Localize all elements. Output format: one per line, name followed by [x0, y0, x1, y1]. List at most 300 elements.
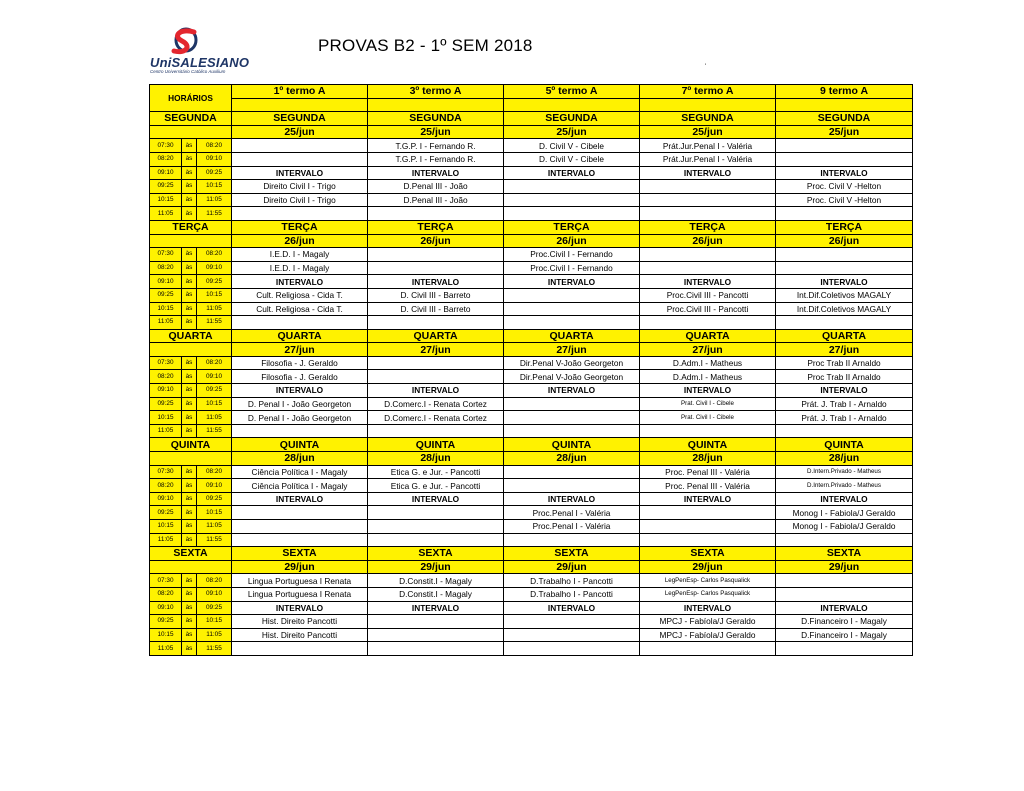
time-sep: às — [182, 152, 197, 166]
time-slot-row — [150, 139, 913, 153]
time-start: 09:10 — [150, 275, 182, 289]
time-end: 09:10 — [197, 152, 232, 166]
interval-cell: INTERVALO — [368, 601, 504, 615]
day-label: SEXTA — [150, 547, 232, 561]
exam-cell — [504, 302, 640, 316]
time-start: 09:10 — [150, 166, 182, 180]
time-start: 08:20 — [150, 152, 182, 166]
exam-cell: D.Financeiro I - Magaly — [776, 628, 913, 642]
exam-cell: Int.Dif.Coletivos MAGALY — [776, 302, 913, 316]
exam-cell — [776, 139, 913, 153]
exam-cell: Prát. J. Trab I - Arnaldo — [776, 397, 913, 411]
exam-cell — [232, 533, 368, 547]
exam-cell: MPCJ - Fabíola/J Geraldo — [640, 615, 776, 629]
exam-cell — [640, 533, 776, 547]
time-end: 08:20 — [197, 248, 232, 262]
day-cell: TERÇA — [368, 220, 504, 234]
exam-cell: D.Intern.Privado - Matheus — [776, 479, 913, 493]
exam-cell — [504, 397, 640, 411]
time-slot-row — [150, 166, 913, 180]
time-slot-row — [150, 424, 913, 438]
time-end: 11:55 — [197, 207, 232, 221]
date-cell: 28/jun — [776, 452, 913, 466]
exam-cell: Dir.Penal V-João Georgeton — [504, 356, 640, 370]
interval-cell: INTERVALO — [368, 166, 504, 180]
day-cell: QUARTA — [776, 329, 913, 343]
time-start: 09:10 — [150, 492, 182, 506]
exam-cell: D. Penal I - João Georgeton — [232, 411, 368, 425]
column-header: 7º termo A — [640, 85, 776, 99]
exam-cell — [368, 356, 504, 370]
time-sep: às — [182, 356, 197, 370]
exam-cell — [776, 152, 913, 166]
exam-cell — [232, 642, 368, 656]
day-cell: SEGUNDA — [232, 112, 368, 126]
day-row — [150, 547, 913, 561]
date-spacer — [150, 560, 232, 574]
exam-cell: Prat. Civil I - Cibele — [640, 397, 776, 411]
exam-schedule-table — [149, 84, 913, 656]
time-sep: às — [182, 180, 197, 194]
day-label: TERÇA — [150, 220, 232, 234]
exam-cell: I.E.D. I - Magaly — [232, 248, 368, 262]
exam-cell: D.Financeiro I - Magaly — [776, 615, 913, 629]
time-slot-row — [150, 356, 913, 370]
time-start: 09:10 — [150, 384, 182, 398]
day-row — [150, 329, 913, 343]
time-sep: às — [182, 248, 197, 262]
exam-cell — [776, 316, 913, 330]
time-start: 08:20 — [150, 261, 182, 275]
day-cell: SEXTA — [640, 547, 776, 561]
time-end: 11:05 — [197, 411, 232, 425]
exam-cell: Ciência Política I - Magaly — [232, 465, 368, 479]
time-slot-row — [150, 288, 913, 302]
time-slot-row — [150, 587, 913, 601]
time-slot-row — [150, 275, 913, 289]
exam-cell: Proc Trab II Arnaldo — [776, 370, 913, 384]
time-sep: às — [182, 288, 197, 302]
time-start: 07:30 — [150, 139, 182, 153]
time-sep: às — [182, 628, 197, 642]
time-end: 09:10 — [197, 479, 232, 493]
day-cell: QUARTA — [640, 329, 776, 343]
time-sep: às — [182, 615, 197, 629]
column-header: 1º termo A — [232, 85, 368, 99]
time-slot-row — [150, 506, 913, 520]
date-cell: 26/jun — [776, 234, 913, 248]
time-start: 07:30 — [150, 465, 182, 479]
exam-cell: D. Civil III - Barreto — [368, 288, 504, 302]
exam-cell — [504, 180, 640, 194]
day-label: SEGUNDA — [150, 112, 232, 126]
header-spacer-cell — [368, 98, 504, 112]
interval-cell: INTERVALO — [368, 275, 504, 289]
time-start: 09:25 — [150, 180, 182, 194]
exam-cell: D.Constit.I - Magaly — [368, 574, 504, 588]
day-cell: QUINTA — [504, 438, 640, 452]
time-end: 11:55 — [197, 533, 232, 547]
exam-cell: D.Penal III - João — [368, 193, 504, 207]
interval-cell: INTERVALO — [232, 275, 368, 289]
date-cell: 26/jun — [640, 234, 776, 248]
time-sep: às — [182, 275, 197, 289]
time-slot-row — [150, 370, 913, 384]
exam-cell — [640, 520, 776, 534]
interval-cell: INTERVALO — [232, 166, 368, 180]
time-slot-row — [150, 574, 913, 588]
time-end: 11:55 — [197, 424, 232, 438]
date-cell: 29/jun — [232, 560, 368, 574]
exam-cell: Proc Trab II Arnaldo — [776, 356, 913, 370]
time-start: 11:05 — [150, 533, 182, 547]
exam-cell — [776, 207, 913, 221]
exam-cell: Proc.Civil III - Pancotti — [640, 302, 776, 316]
schedule-body — [150, 85, 913, 656]
time-slot-row — [150, 397, 913, 411]
time-slot-row — [150, 152, 913, 166]
day-cell: SEXTA — [504, 547, 640, 561]
time-sep: às — [182, 479, 197, 493]
time-start: 07:30 — [150, 574, 182, 588]
header-spacer-cell — [776, 98, 913, 112]
exam-cell — [640, 424, 776, 438]
exam-cell — [504, 288, 640, 302]
day-cell: SEGUNDA — [504, 112, 640, 126]
time-slot-row — [150, 533, 913, 547]
interval-cell: INTERVALO — [504, 166, 640, 180]
header-spacer-cell — [232, 98, 368, 112]
exam-cell: Proc. Penal III - Valéria — [640, 479, 776, 493]
exam-cell — [640, 248, 776, 262]
exam-cell: D.Penal III - João — [368, 180, 504, 194]
day-cell: TERÇA — [232, 220, 368, 234]
date-cell: 28/jun — [232, 452, 368, 466]
time-end: 09:25 — [197, 492, 232, 506]
exam-cell — [368, 316, 504, 330]
exam-cell — [776, 574, 913, 588]
exam-cell: Lingua Portuguesa I Renata — [232, 587, 368, 601]
interval-cell: INTERVALO — [776, 166, 913, 180]
time-sep: às — [182, 601, 197, 615]
time-slot-row — [150, 193, 913, 207]
time-end: 09:25 — [197, 166, 232, 180]
column-header: 3º termo A — [368, 85, 504, 99]
exam-cell — [232, 520, 368, 534]
time-sep: às — [182, 465, 197, 479]
exam-cell — [776, 533, 913, 547]
exam-cell — [504, 424, 640, 438]
time-start: 09:25 — [150, 506, 182, 520]
exam-cell — [640, 261, 776, 275]
time-end: 10:15 — [197, 397, 232, 411]
interval-cell: INTERVALO — [368, 384, 504, 398]
day-cell: TERÇA — [504, 220, 640, 234]
exam-cell: Prát.Jur.Penal I - Valéria — [640, 139, 776, 153]
exam-cell: Int.Dif.Coletivos MAGALY — [776, 288, 913, 302]
day-row — [150, 438, 913, 452]
exam-cell: Prát.Jur.Penal I - Valéria — [640, 152, 776, 166]
time-sep: às — [182, 139, 197, 153]
exam-cell: Monog I - Fabiola/J Geraldo — [776, 506, 913, 520]
time-start: 08:20 — [150, 587, 182, 601]
time-end: 11:55 — [197, 316, 232, 330]
exam-cell: Dir.Penal V-João Georgeton — [504, 370, 640, 384]
page-title: PROVAS B2 - 1º SEM 2018 — [318, 36, 533, 55]
exam-cell — [368, 642, 504, 656]
logo-subtitle: Centro Universitário Católico Auxilium — [150, 69, 226, 74]
date-cell: 27/jun — [640, 343, 776, 357]
header-spacer-row — [150, 98, 913, 112]
exam-cell: Hist. Direito Pancotti — [232, 628, 368, 642]
time-sep: às — [182, 587, 197, 601]
exam-cell — [368, 506, 504, 520]
exam-cell: MPCJ - Fabíola/J Geraldo — [640, 628, 776, 642]
time-end: 11:05 — [197, 520, 232, 534]
time-end: 11:05 — [197, 628, 232, 642]
horarios-header: HORÁRIOS — [150, 85, 232, 112]
time-end: 08:20 — [197, 139, 232, 153]
time-sep: às — [182, 411, 197, 425]
column-header: 9 termo A — [776, 85, 913, 99]
exam-cell: Etica G. e Jur. - Pancotti — [368, 479, 504, 493]
day-cell: QUINTA — [640, 438, 776, 452]
exam-cell — [368, 261, 504, 275]
time-sep: às — [182, 492, 197, 506]
time-slot-row — [150, 302, 913, 316]
date-spacer — [150, 452, 232, 466]
exam-cell: Cult. Religiosa - Cida T. — [232, 288, 368, 302]
time-slot-row — [150, 642, 913, 656]
time-sep: às — [182, 261, 197, 275]
exam-cell: Etica G. e Jur. - Pancotti — [368, 465, 504, 479]
exam-cell — [776, 642, 913, 656]
exam-cell: Proc.Civil I - Fernando — [504, 248, 640, 262]
time-sep: às — [182, 207, 197, 221]
exam-cell: D. Penal I - João Georgeton — [232, 397, 368, 411]
exam-cell — [232, 207, 368, 221]
time-slot-row — [150, 520, 913, 534]
day-cell: SEXTA — [368, 547, 504, 561]
date-cell: 28/jun — [504, 452, 640, 466]
time-slot-row — [150, 615, 913, 629]
interval-cell: INTERVALO — [776, 492, 913, 506]
exam-cell — [640, 180, 776, 194]
exam-cell: I.E.D. I - Magaly — [232, 261, 368, 275]
tick-mark: ' — [705, 64, 707, 70]
day-cell: TERÇA — [640, 220, 776, 234]
interval-cell: INTERVALO — [504, 384, 640, 398]
date-cell: 26/jun — [368, 234, 504, 248]
interval-cell: INTERVALO — [640, 275, 776, 289]
exam-cell — [640, 316, 776, 330]
date-spacer — [150, 343, 232, 357]
time-start: 11:05 — [150, 424, 182, 438]
time-sep: às — [182, 166, 197, 180]
exam-cell — [776, 587, 913, 601]
time-end: 11:05 — [197, 302, 232, 316]
exam-cell — [368, 424, 504, 438]
exam-cell: D.Trabalho I - Pancotti — [504, 587, 640, 601]
exam-cell — [368, 533, 504, 547]
time-sep: às — [182, 316, 197, 330]
exam-cell — [504, 207, 640, 221]
time-slot-row — [150, 316, 913, 330]
day-row — [150, 112, 913, 126]
day-cell: QUINTA — [368, 438, 504, 452]
interval-cell: INTERVALO — [232, 601, 368, 615]
date-cell: 25/jun — [232, 125, 368, 139]
time-slot-row — [150, 207, 913, 221]
time-sep: às — [182, 193, 197, 207]
exam-cell: LegPenEsp- Carlos Pasqualick — [640, 574, 776, 588]
exam-cell — [776, 248, 913, 262]
date-cell: 25/jun — [640, 125, 776, 139]
time-slot-row — [150, 384, 913, 398]
exam-cell: D. Civil V - Cibele — [504, 139, 640, 153]
time-start: 11:05 — [150, 642, 182, 656]
interval-cell: INTERVALO — [368, 492, 504, 506]
date-row — [150, 234, 913, 248]
date-row — [150, 560, 913, 574]
exam-cell — [504, 193, 640, 207]
interval-cell: INTERVALO — [232, 384, 368, 398]
exam-cell — [504, 533, 640, 547]
header-spacer-cell — [640, 98, 776, 112]
day-cell: SEGUNDA — [776, 112, 913, 126]
interval-cell: INTERVALO — [504, 275, 640, 289]
exam-cell — [504, 615, 640, 629]
time-sep: às — [182, 642, 197, 656]
logo-text: UniSALESIANO — [150, 55, 250, 70]
header-spacer-cell — [504, 98, 640, 112]
time-start: 08:20 — [150, 370, 182, 384]
time-end: 10:15 — [197, 180, 232, 194]
exam-cell: Filosofia - J. Geraldo — [232, 356, 368, 370]
exam-cell — [368, 520, 504, 534]
exam-cell — [776, 424, 913, 438]
time-slot-row — [150, 628, 913, 642]
day-cell: SEGUNDA — [368, 112, 504, 126]
date-spacer — [150, 125, 232, 139]
time-start: 08:20 — [150, 479, 182, 493]
interval-cell: INTERVALO — [776, 384, 913, 398]
time-start: 11:05 — [150, 316, 182, 330]
date-cell: 28/jun — [640, 452, 776, 466]
exam-cell — [368, 248, 504, 262]
exam-cell: D.Constit.I - Magaly — [368, 587, 504, 601]
exam-cell: LegPenEsp- Carlos Pasqualick — [640, 587, 776, 601]
exam-cell — [640, 193, 776, 207]
time-slot-row — [150, 479, 913, 493]
exam-cell: D.Trabalho I - Pancotti — [504, 574, 640, 588]
exam-cell: T.G.P. I - Fernando R. — [368, 139, 504, 153]
exam-cell — [232, 424, 368, 438]
time-sep: às — [182, 397, 197, 411]
exam-cell — [232, 506, 368, 520]
exam-cell: D.Comerc.I - Renata Cortez — [368, 397, 504, 411]
exam-cell: Proc.Civil III - Pancotti — [640, 288, 776, 302]
time-slot-row — [150, 248, 913, 262]
interval-cell: INTERVALO — [232, 492, 368, 506]
date-cell: 25/jun — [368, 125, 504, 139]
date-cell: 27/jun — [232, 343, 368, 357]
time-end: 09:25 — [197, 601, 232, 615]
time-start: 07:30 — [150, 356, 182, 370]
day-cell: QUARTA — [232, 329, 368, 343]
date-row — [150, 452, 913, 466]
date-cell: 29/jun — [776, 560, 913, 574]
interval-cell: INTERVALO — [640, 166, 776, 180]
interval-cell: INTERVALO — [640, 384, 776, 398]
exam-cell — [504, 628, 640, 642]
exam-cell — [232, 152, 368, 166]
date-row — [150, 343, 913, 357]
exam-cell — [504, 479, 640, 493]
exam-cell: Monog I - Fabiola/J Geraldo — [776, 520, 913, 534]
day-cell: QUINTA — [776, 438, 913, 452]
day-cell: QUARTA — [504, 329, 640, 343]
day-label: QUINTA — [150, 438, 232, 452]
time-start: 10:15 — [150, 628, 182, 642]
date-cell: 29/jun — [504, 560, 640, 574]
day-cell: SEXTA — [776, 547, 913, 561]
exam-cell: Filosofia - J. Geraldo — [232, 370, 368, 384]
day-cell: QUINTA — [232, 438, 368, 452]
date-cell: 25/jun — [776, 125, 913, 139]
date-cell: 29/jun — [368, 560, 504, 574]
time-start: 10:15 — [150, 411, 182, 425]
exam-cell — [504, 642, 640, 656]
time-end: 09:25 — [197, 384, 232, 398]
exam-cell — [504, 411, 640, 425]
time-end: 10:15 — [197, 506, 232, 520]
exam-cell: D. Civil V - Cibele — [504, 152, 640, 166]
day-cell: SEGUNDA — [640, 112, 776, 126]
interval-cell: INTERVALO — [776, 275, 913, 289]
interval-cell: INTERVALO — [504, 601, 640, 615]
date-cell: 26/jun — [232, 234, 368, 248]
day-label: QUARTA — [150, 329, 232, 343]
time-slot-row — [150, 411, 913, 425]
time-sep: às — [182, 506, 197, 520]
interval-cell: INTERVALO — [640, 492, 776, 506]
date-row — [150, 125, 913, 139]
time-end: 11:05 — [197, 193, 232, 207]
time-slot-row — [150, 601, 913, 615]
date-cell: 25/jun — [504, 125, 640, 139]
exam-cell: T.G.P. I - Fernando R. — [368, 152, 504, 166]
exam-cell — [640, 506, 776, 520]
exam-cell: Hist. Direito Pancotti — [232, 615, 368, 629]
time-start: 10:15 — [150, 302, 182, 316]
time-sep: às — [182, 533, 197, 547]
time-start: 09:25 — [150, 288, 182, 302]
exam-cell: Direito Civil I - Trigo — [232, 193, 368, 207]
date-cell: 26/jun — [504, 234, 640, 248]
exam-cell — [368, 370, 504, 384]
time-slot-row — [150, 492, 913, 506]
time-slot-row — [150, 180, 913, 194]
time-end: 10:15 — [197, 288, 232, 302]
exam-cell: D.Intern.Privado - Matheus — [776, 465, 913, 479]
time-end: 11:55 — [197, 642, 232, 656]
exam-cell: Proc.Penal I - Valéria — [504, 520, 640, 534]
header-row — [150, 85, 913, 99]
column-header: 5º termo A — [504, 85, 640, 99]
time-sep: às — [182, 574, 197, 588]
exam-cell — [504, 465, 640, 479]
